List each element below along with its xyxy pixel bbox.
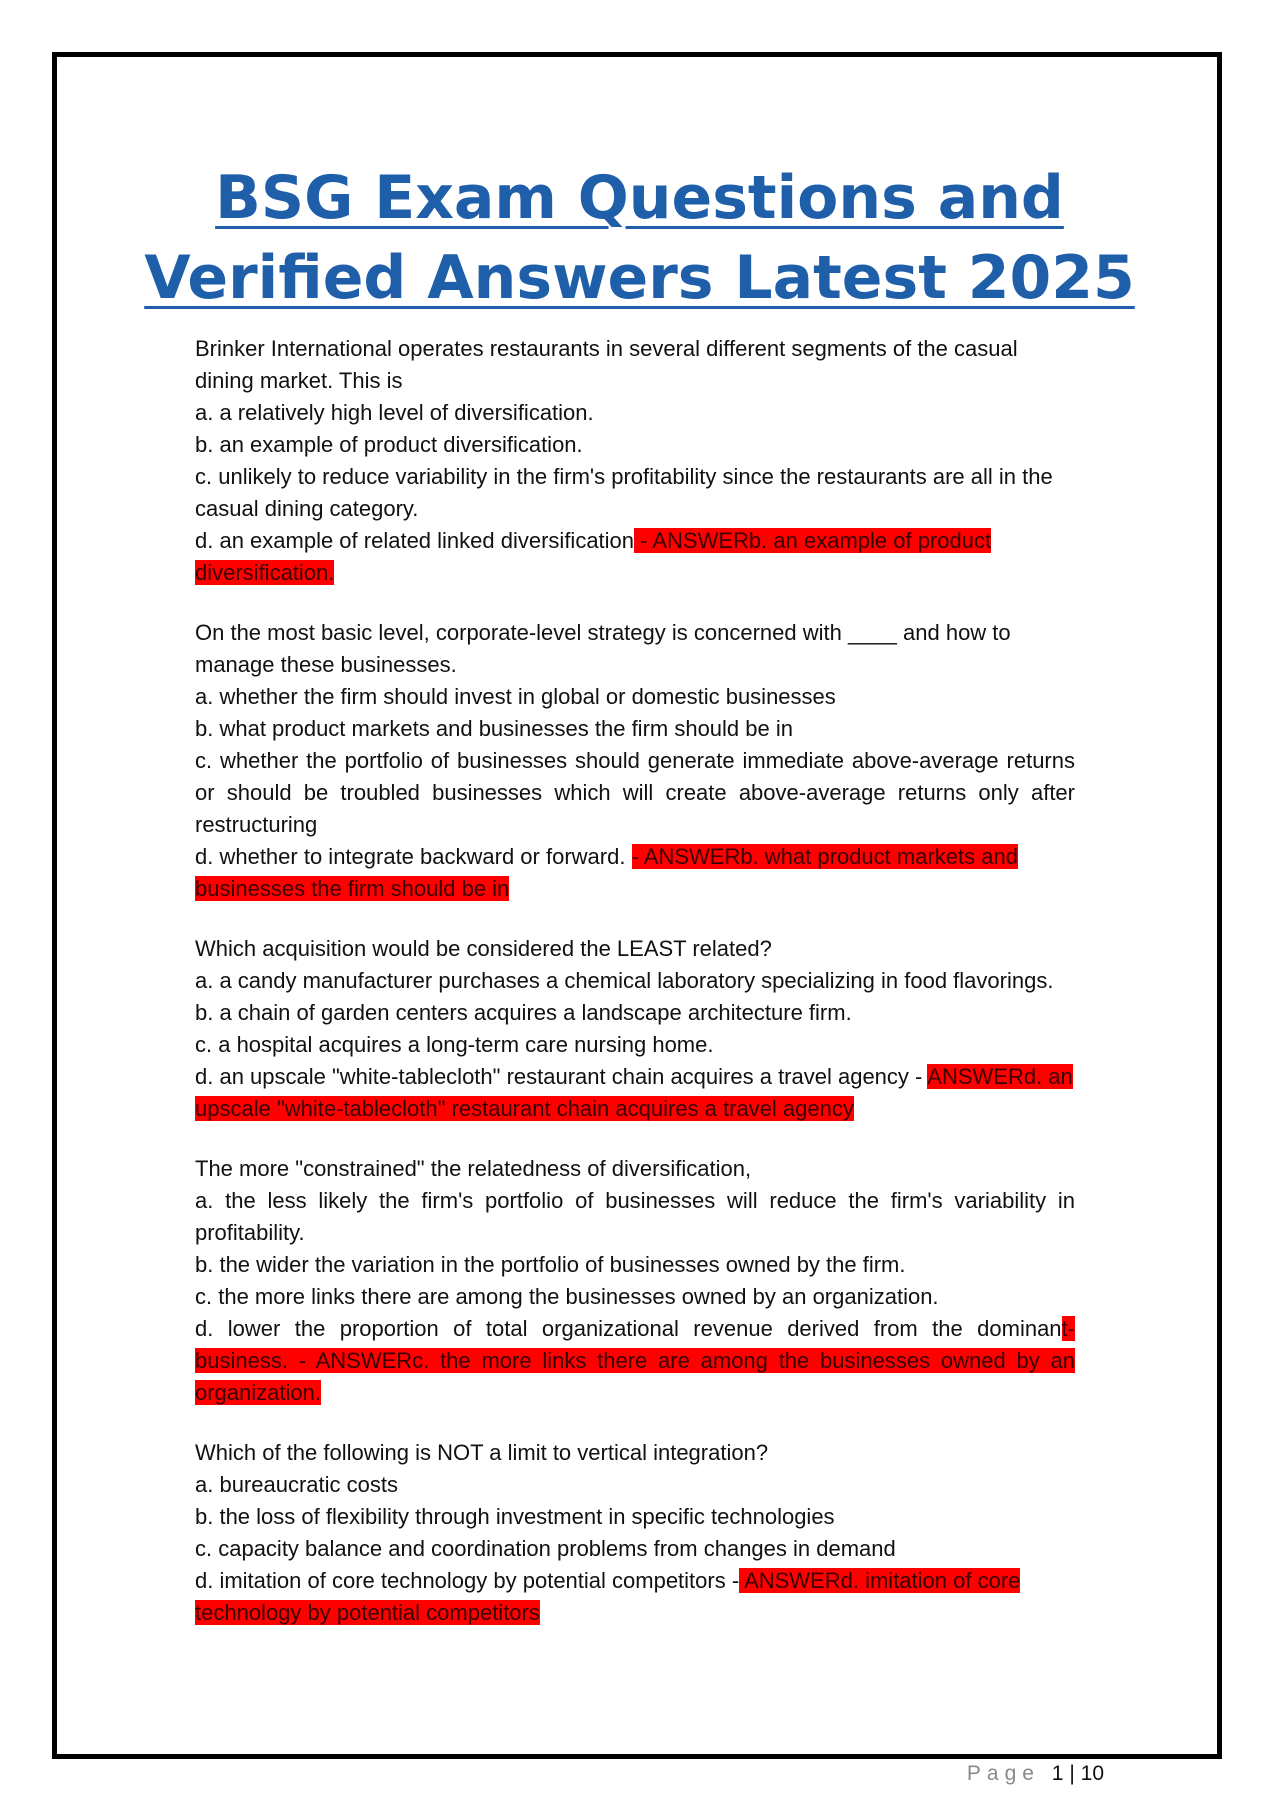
page-number: 1 (1051, 1762, 1064, 1785)
option-c: c. whether the portfolio of businesses should generate immediate above-average returns or should be troubled businesses which will create above-average returns only after restructuring (195, 748, 1075, 837)
answer-highlight: ANSWERd. an upscale "white-tablecloth" restaurant chain acquires a travel agency (195, 1064, 1073, 1121)
option-a: a. the less likely the firm's portfolio of businesses will reduce the firm's variability in profitability. (195, 1188, 1075, 1245)
answer-highlight: ANSWERd. imitation of core technology by potential competitors (195, 1568, 1021, 1625)
page-separator: | (1069, 1762, 1075, 1785)
option-d: d. lower the proportion of total organizational revenue derived from the dominan (195, 1316, 1062, 1341)
option-a: a. bureaucratic costs (195, 1472, 398, 1497)
title-line-1: BSG Exam Questions and (215, 163, 1064, 233)
option-a: a. a relatively high level of diversification. (195, 400, 594, 425)
option-c: c. unlikely to reduce variability in the firm's profitability since the restaurants are all in the casual dining category. (195, 464, 1053, 521)
document-title (52, 158, 1227, 318)
option-b: b. the loss of flexibility through investment in specific technologies (195, 1504, 835, 1529)
option-c: c. the more links there are among the businesses owned by an organization. (195, 1284, 939, 1309)
option-d: d. imitation of core technology by potential competitors - (195, 1568, 740, 1593)
question-list (195, 333, 1075, 1657)
page-label: Page (966, 1762, 1040, 1785)
question-block-4 (195, 1153, 1075, 1409)
option-d-with-answer (195, 1565, 1075, 1629)
question-block-2 (195, 617, 1075, 905)
question-stem: The more "constrained" the relatedness of diversification, (195, 1156, 752, 1181)
option-d-with-answer (195, 841, 1075, 905)
option-b: b. what product markets and businesses the firm should be in (195, 716, 793, 741)
option-b: b. the wider the variation in the portfolio of businesses owned by the firm. (195, 1252, 906, 1277)
option-c: c. capacity balance and coordination problems from changes in demand (195, 1536, 896, 1561)
question-stem: Which acquisition would be considered the LEAST related? (195, 936, 772, 961)
question-stem: Brinker International operates restaurants in several different segments of the casual dining market. This is (195, 336, 1018, 393)
option-d-with-answer (195, 525, 1075, 589)
question-block-1 (195, 333, 1075, 589)
option-d-with-answer (195, 1061, 1075, 1125)
option-b: b. an example of product diversification. (195, 432, 583, 457)
option-a: a. whether the firm should invest in global or domestic businesses (195, 684, 836, 709)
answer-highlight: - ANSWERb. what product markets and businesses the firm should be in (195, 844, 1018, 901)
page-footer (967, 1762, 1104, 1786)
question-stem: On the most basic level, corporate-level strategy is concerned with ____ and how to manage these businesses. (195, 620, 1011, 677)
option-c: c. a hospital acquires a long-term care nursing home. (195, 1032, 714, 1057)
option-d: d. an example of related linked diversification (195, 528, 635, 553)
title-line-2: Verified Answers Latest 2025 (144, 243, 1135, 313)
question-stem: Which of the following is NOT a limit to vertical integration? (195, 1440, 769, 1465)
answer-highlight: - ANSWERb. an example of product diversification. (195, 528, 992, 585)
option-b: b. a chain of garden centers acquires a landscape architecture firm. (195, 1000, 852, 1025)
question-block-3 (195, 933, 1075, 1125)
option-d-with-answer (195, 1313, 1075, 1409)
option-a: a. a candy manufacturer purchases a chemical laboratory specializing in food flavorings. (195, 968, 1054, 993)
option-d: d. whether to integrate backward or forward. (195, 844, 632, 869)
option-d: d. an upscale "white-tablecloth" restaurant chain acquires a travel agency - (195, 1064, 928, 1089)
page-total: 10 (1080, 1762, 1104, 1785)
question-block-5 (195, 1437, 1075, 1629)
answer-highlight: t-business. - ANSWERc. the more links there are among the businesses owned by an organization. (195, 1316, 1075, 1405)
